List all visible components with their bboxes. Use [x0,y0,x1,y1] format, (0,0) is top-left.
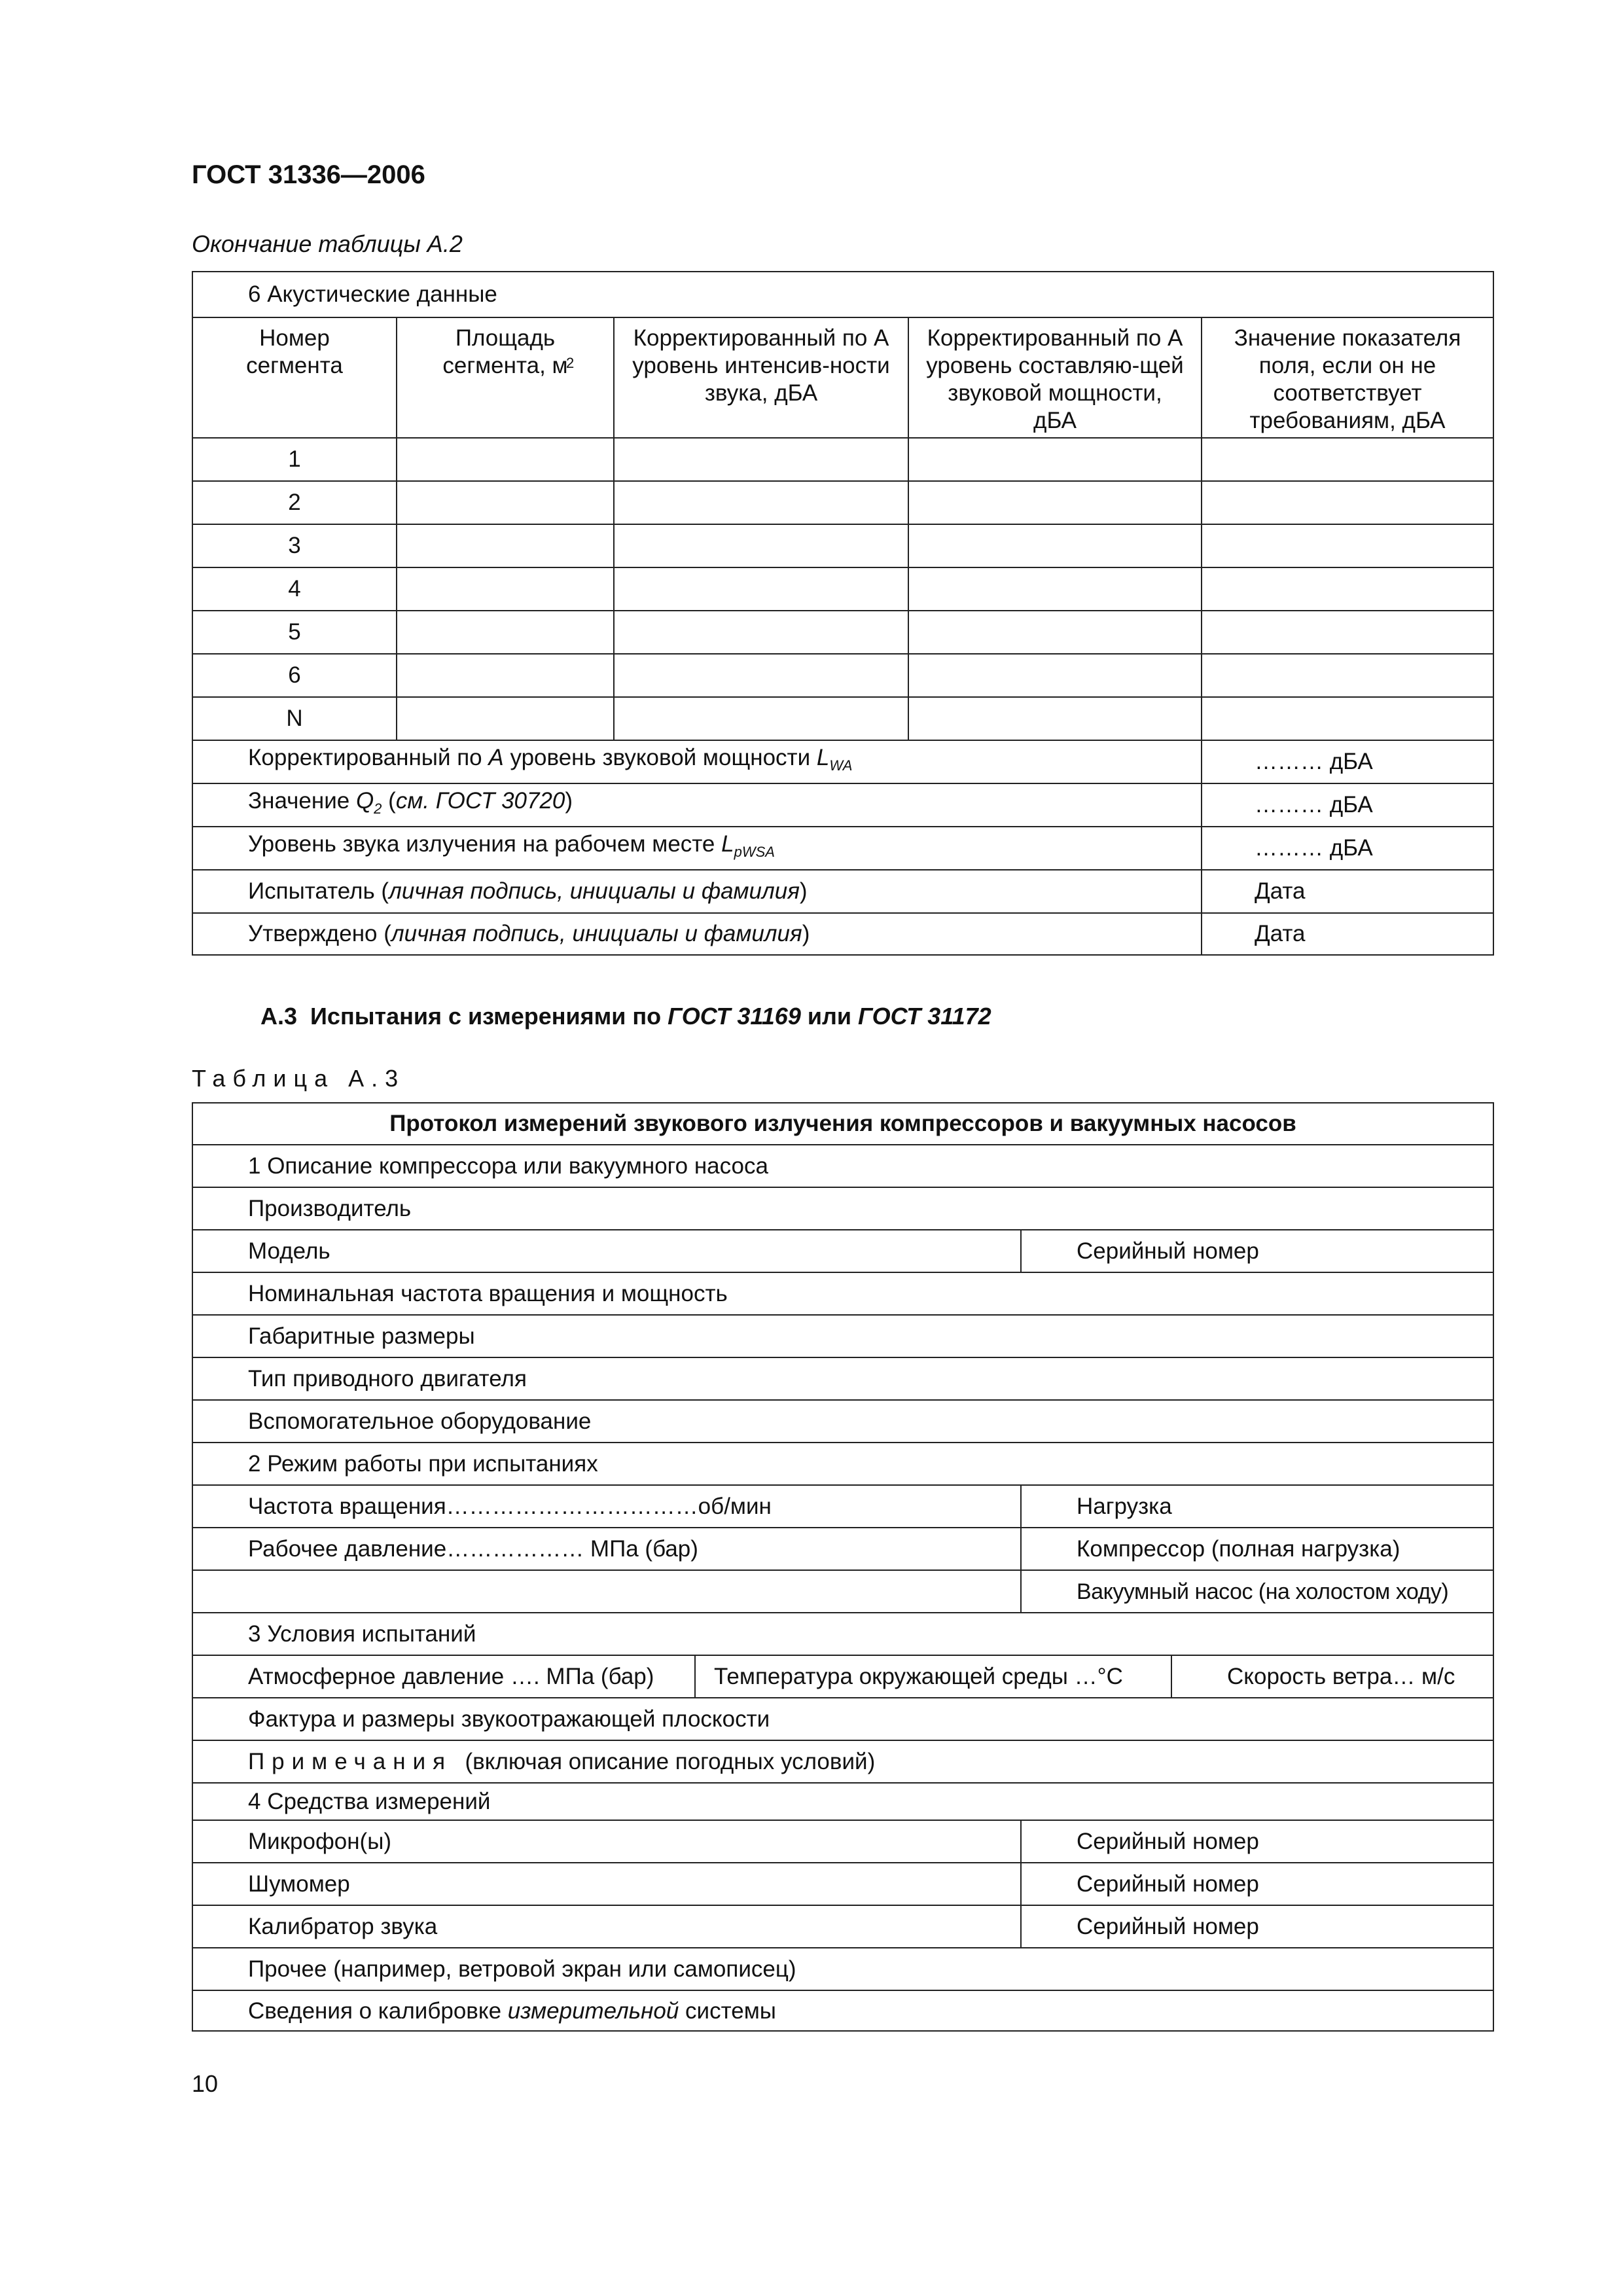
acoustic-data-heading: 6 Акустические данные [248,281,497,307]
working-pressure-label: Рабочее давление……………… МПа (бар) [248,1535,698,1562]
column-header-power-level: Корректированный по А уровень составляю-щей звуковой мощности, дБА [908,318,1201,437]
rotation-speed-label: Частота вращения……………………………об/мин [248,1493,772,1519]
compressor-full-load-label: Компрессор (полная нагрузка) [1077,1535,1400,1562]
segment-number-cell: 6 [288,662,301,688]
summary-value: Дата [1255,921,1306,946]
empty-cell [396,525,613,567]
empty-cell [1201,568,1493,610]
empty-cell [613,568,908,610]
segment-number-cell: 5 [288,619,301,645]
empty-cell [1201,655,1493,696]
calibrator-serial-label: Серийный номер [1077,1913,1259,1939]
section-1-heading: 1 Описание компрессора или вакуумного насоса [248,1153,768,1179]
ambient-temperature-label: Температура окружающей среды …°С [714,1663,1123,1689]
table-a3-caption: Таблица А.3 [192,1065,406,1092]
empty-cell [396,611,613,653]
vacuum-idle-label: Вакуумный насос (на холостом ходу) [1077,1579,1449,1604]
protocol-title-row [193,1103,1493,1145]
serial-number-label: Серийный номер [1077,1238,1259,1264]
column-header-segment-number: Номер сегмента [246,325,343,378]
aux-equipment-label: Вспомогательное оборудование [248,1408,592,1434]
sound-level-meter-label: Шумомер [248,1871,350,1897]
microphone-serial-label: Серийный номер [1077,1828,1259,1854]
empty-cell [908,482,1201,524]
section-4-heading: 4 Средства измерений [248,1788,491,1814]
empty-cell [1201,482,1493,524]
summary-label: Значение $Q_2$ (см. ГОСТ 30720) [248,788,573,817]
empty-cell [613,611,908,653]
segment-row [193,439,1493,482]
empty-cell [908,439,1201,480]
calibrator-label: Калибратор звука [248,1913,438,1939]
model-label: Модель [248,1238,330,1264]
section-3-heading: 3 Условия испытаний [248,1621,476,1647]
empty-cell [613,525,908,567]
microphones-label: Микрофон(ы) [248,1828,392,1854]
notes-label: Примечания (включая описание погодных условий) [248,1748,876,1774]
segment-row [193,482,1493,525]
other-equipment-label: Прочее (например, ветровой экран или самописец) [248,1956,796,1982]
segment-number-cell: 1 [288,446,301,472]
nominal-speed-power-label: Номинальная частота вращения и мощность [248,1280,728,1306]
column-header-field-indicator: Значение показателя поля, если он не соответствует требованиям, дБА [1201,318,1493,437]
segment-row [193,568,1493,611]
acoustic-data-heading-row [193,272,1493,318]
load-label: Нагрузка [1077,1493,1172,1519]
meter-serial-label: Серийный номер [1077,1871,1259,1897]
summary-value: Дата [1255,878,1306,904]
section-a3-title: А.3 Испытания с измерениями по ГОСТ 31169 или ГОСТ 31172 [260,1003,991,1030]
summary-value: ……… дБА [1255,792,1373,817]
dimensions-label: Габаритные размеры [248,1323,475,1349]
segment-number-cell: 3 [288,533,301,558]
segment-number-cell: N [286,706,303,731]
segment-row [193,611,1493,655]
empty-cell [1201,698,1493,740]
summary-label: Испытатель (личная подпись, инициалы и фамилия) [248,878,808,904]
empty-cell [396,568,613,610]
empty-cell [908,568,1201,610]
empty-cell [613,439,908,480]
protocol-title: Протокол измерений звукового излучения компрессоров и вакуумных насосов [389,1111,1296,1136]
manufacturer-label: Производитель [248,1195,412,1221]
column-header-segment-area: Площадь сегмента, м 2 [396,318,613,437]
reflecting-surface-label: Фактура и размеры звукоотражающей плоскости [248,1706,770,1732]
calibration-info-label: Сведения о калибровке измерительной системы [248,1998,776,2024]
empty-cell [613,655,908,696]
column-header-intensity-level: Корректированный по А уровень интенсив-ности звука, дБА [613,318,908,437]
empty-cell [396,698,613,740]
summary-label: Корректированный по А уровень звуковой мощности $L_{WA}$ [248,745,853,774]
table-a2 [192,271,1494,956]
empty-cell [908,698,1201,740]
segment-row [193,525,1493,568]
table-caption-continuation: Окончание таблицы А.2 [192,230,463,257]
segment-number-cell: 4 [288,576,301,601]
empty-cell [613,698,908,740]
table-a3 [192,1102,1494,2032]
empty-cell [1201,525,1493,567]
summary-row [193,827,1493,870]
empty-cell [396,482,613,524]
page-number: 10 [192,2070,219,2097]
segment-number-cell: 2 [288,490,301,515]
summary-value: ……… дБА [1255,749,1373,774]
empty-cell [613,482,908,524]
table-header-row [193,318,1493,439]
drive-type-label: Тип приводного двигателя [248,1365,527,1391]
section-2-heading: 2 Режим работы при испытаниях [248,1450,598,1477]
summary-value: ……… дБА [1255,835,1373,861]
wind-speed-label: Скорость ветра… м/с [1227,1663,1455,1689]
summary-row [193,870,1493,914]
segment-row [193,655,1493,698]
empty-cell [908,655,1201,696]
empty-cell [396,655,613,696]
document-title: ГОСТ 31336—2006 [192,160,425,189]
summary-label: Утверждено (личная подпись, инициалы и фамилия) [248,921,810,946]
empty-cell [908,611,1201,653]
empty-cell [396,439,613,480]
segment-row [193,698,1493,741]
empty-cell [908,525,1201,567]
summary-row [193,784,1493,827]
summary-row [193,741,1493,784]
empty-cell [1201,439,1493,480]
atm-pressure-label: Атмосферное давление …. МПа (бар) [248,1663,654,1689]
summary-label: Уровень звука излучения на рабочем месте $L_{pWSA}$ [248,831,775,860]
summary-row [193,914,1493,954]
empty-cell [1201,611,1493,653]
